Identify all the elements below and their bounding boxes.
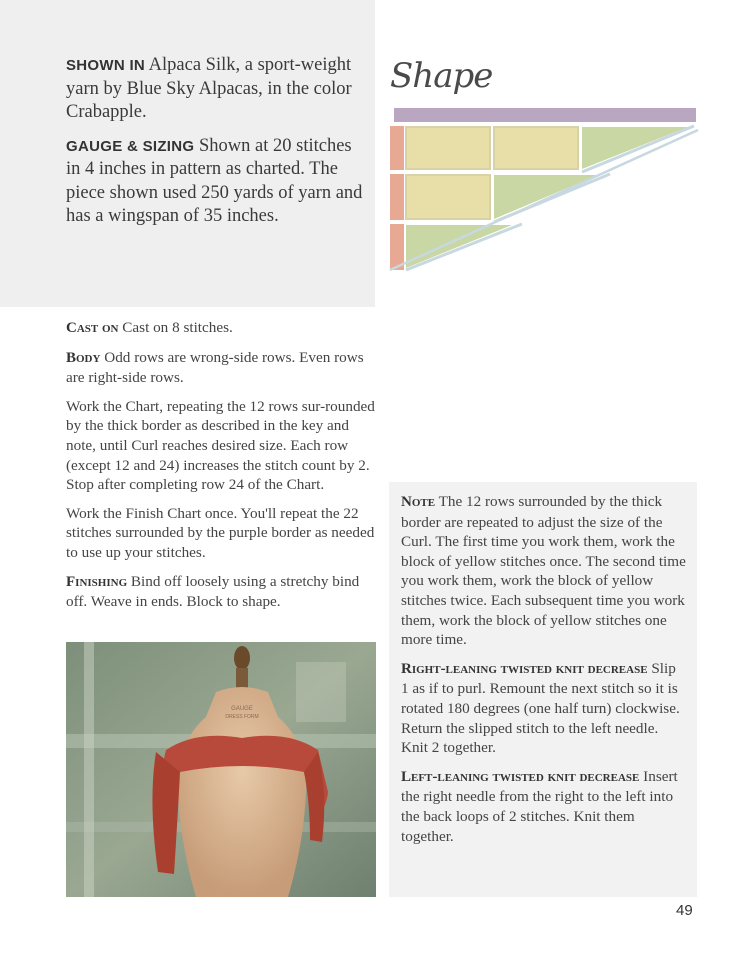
cast-on-paragraph (66, 318, 378, 339)
note-paragraph (401, 492, 687, 650)
chart-paragraph: Work the Chart, repeating the 12 rows sur-rounded by the thick border as described in the key and note, until Curl reaches desired size. Each row (except 12 and 24) increases the stitch count by 2. Stop after completing row 24 of the Chart. (66, 397, 375, 494)
yellow-block-row1a (406, 127, 490, 169)
cast-on-label: Cast on (66, 320, 119, 336)
shape-chart-rows (390, 108, 698, 270)
yellow-block-row2 (406, 175, 490, 219)
shown-in-text: Alpaca Silk, a sport-weight yarn by Blue Sky Alpacas, in the color Crabapple. (66, 55, 352, 122)
left-decrease-label: Left-leaning twisted knit decrease (401, 768, 640, 785)
coral-edge-row2 (390, 174, 404, 220)
gauge-text: Shown at 20 stitches in 4 inches in pattern as charted. The piece shown used 250 yards of yarn and has a wingspan of 35 inches. (66, 135, 363, 226)
cast-on-text: Cast on 8 stitches. (122, 319, 233, 336)
dress-form-photo (66, 642, 376, 897)
coral-edge-row3 (390, 224, 404, 270)
green-wedge-row1 (582, 127, 688, 169)
finishing-text: Bind off loosely using a stretchy bind off. Weave in ends. Block to shape. (66, 572, 360, 611)
dress-form-finial (234, 646, 250, 670)
note-label: Note (401, 494, 436, 510)
gauge-paragraph (66, 135, 366, 229)
dress-form-neck-post (236, 668, 248, 688)
body-text: Odd rows are wrong-side rows. Even rows are right-side rows. (66, 348, 364, 387)
shown-in-paragraph (66, 54, 366, 125)
left-decrease-text: Insert the right needle from the right to the left into the back loops of 2 stitches. Knit them together. (401, 767, 678, 845)
dress-form-label-line2: DRESS FORM (225, 714, 259, 720)
body-paragraph (66, 348, 378, 388)
wall-patch (296, 662, 346, 722)
page-number: 49 (676, 902, 693, 919)
note-text: The 12 rows surrounded by the thick border are repeated to adjust the size of the Curl. The first time you work them, work the block of yellow stitches once. The second time you work them, work the block of yellow stitches twice. Each subsequent time you work them, work the block of yellow stitches one more time. (401, 493, 686, 649)
photo-illustration (66, 642, 376, 897)
green-wedge-row3 (406, 225, 512, 268)
finish-chart-paragraph: Work the Finish Chart once. You'll repeat the 22 stitches surrounded by the purple border as needed to use up your stitches. (66, 504, 375, 561)
shape-diagram (388, 100, 700, 272)
purple-border-band (394, 108, 696, 122)
body-label: Body (66, 349, 101, 366)
instructions-column (66, 318, 378, 621)
coral-edge-row1 (390, 126, 404, 170)
right-decrease-text: Slip 1 as if to purl. Remount the next stitch so it is rotated 180 degrees (one half turn) clockwise. Return the slipped stitch to the left needle. Knit 2 together. (401, 659, 680, 757)
intro-block (66, 54, 366, 239)
finishing-paragraph (66, 572, 378, 612)
shape-title: Shape (390, 56, 493, 96)
yellow-block-row1b (494, 127, 578, 169)
shown-in-label: SHOWN IN (66, 57, 146, 74)
notes-panel (389, 482, 697, 897)
door-frame (84, 642, 94, 897)
notes-text-block (401, 492, 687, 855)
right-decrease-paragraph (401, 659, 687, 758)
left-decrease-paragraph (401, 767, 687, 846)
gauge-label: GAUGE & SIZING (66, 137, 195, 155)
finishing-label: Finishing (66, 573, 128, 590)
right-decrease-label: Right-leaning twisted knit decrease (401, 660, 648, 677)
dress-form-label-line1: GAUGE (231, 706, 253, 712)
